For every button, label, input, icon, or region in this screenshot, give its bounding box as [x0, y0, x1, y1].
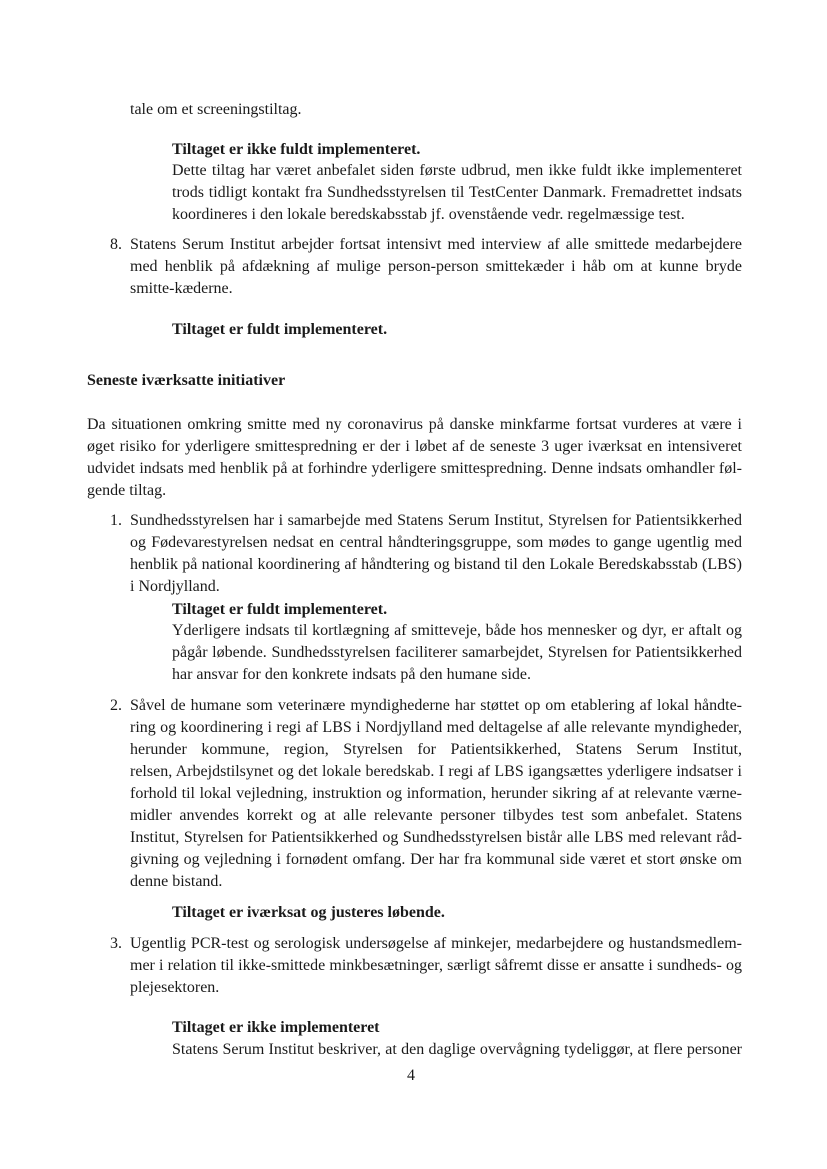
list-item-3-line: plejesektoren. [130, 979, 220, 996]
list-item-1-line: henblik på national koordinering af håndtering og bistand til den Lokale Beredskabsstab (LBS) [130, 556, 742, 573]
status-text-line: Statens Serum Institut beskriver, at den daglige overvågning tydeliggør, at flere personer [172, 1041, 742, 1058]
list-item-2-line: Såvel de humane som veterinære myndighederne har støttet op om etablering af lokal håndte- [130, 697, 742, 714]
list-number: 8. [110, 236, 122, 253]
list-item-2-line: Institut, Styrelsen for Patientsikkerhed og Sundhedsstyrelsen bistår alle LBS med relevant råd- [130, 829, 742, 846]
status-heading-line: Tiltaget er ikke fuldt implementeret. [172, 141, 421, 158]
intro-paragraph-line: Da situationen omkring smitte med ny coronavirus på danske minkfarme fortsat vurderes at være i [87, 416, 742, 433]
list-item-8-line: med henblik på afdækning af mulige person-person smittekæder i håb om at kunne bryde [130, 258, 742, 275]
list-item-1-line: og Fødevarestyrelsen nedsat en central håndteringsgruppe, som mødes to gange ugentlig med [130, 534, 742, 551]
list-item-8-line: Statens Serum Institut arbejder fortsat intensivt med interview af alle smittede medarbejdere [130, 236, 742, 253]
intro-paragraph-line: gende tiltag. [87, 482, 167, 499]
status-heading-line: Tiltaget er fuldt implementeret. [172, 601, 388, 618]
list-item-2-line: forhold til lokal vejledning, instruktion og information, herunder sikring af at relevante værne- [130, 785, 742, 802]
list-item-3-line: mer i relation til ikke-smittede minkbesætninger, særligt såfremt disse er ansatte i sundheds- og [130, 957, 742, 974]
page-number: 4 [407, 1067, 415, 1084]
list-number: 2. [110, 697, 122, 714]
list-item-1-line: Sundhedsstyrelsen har i samarbejde med Statens Serum Institut, Styrelsen for Patientsikkerhed [130, 512, 742, 529]
status-heading-line: Tiltaget er ikke implementeret [172, 1019, 380, 1036]
status-text-line: Dette tiltag har været anbefalet siden første udbrud, men ikke fuldt ikke implementeret [172, 162, 742, 179]
intro-paragraph-line: øget risiko for yderligere smittespredning er der i løbet af de seneste 3 uger iværksat en intensiveret [87, 438, 742, 455]
status-text-line: pågår løbende. Sundhedsstyrelsen faciliterer samarbejdet, Styrelsen for Patientsikkerhed [172, 644, 742, 661]
list-item-2-line: herunder kommune, region, Styrelsen for Patientsikkerhed, Statens Serum Institut, [130, 741, 742, 758]
list-item-1-line: i Nordjylland. [130, 578, 220, 595]
paragraph-continuation-line: tale om et screeningstiltag. [130, 101, 302, 118]
status-heading-line: Tiltaget er fuldt implementeret. [172, 321, 388, 338]
status-text-line: trods tidligt kontakt fra Sundhedsstyrelsen til TestCenter Danmark. Fremadrettet indsats [172, 184, 742, 201]
list-item-2-line: midler anvendes korrekt og at alle relevante personer tilbydes test som anbefalet. Statens [130, 807, 742, 824]
list-number: 3. [110, 935, 122, 952]
status-text-line: koordineres i den lokale beredskabsstab jf. ovenstående vedr. regelmæssige test. [172, 206, 685, 223]
list-number: 1. [110, 512, 122, 529]
section-heading-line: Seneste iværksatte initiativer [87, 372, 286, 389]
list-item-3-line: Ugentlig PCR-test og serologisk undersøgelse af minkejer, medarbejdere og hustandsmedlem- [130, 935, 742, 952]
status-heading-line: Tiltaget er iværksat og justeres løbende. [172, 904, 445, 921]
list-item-2-line: givning og vejledning i fornødent omfang. Der har fra kommunal side været et stort ønske om [130, 851, 742, 868]
list-item-2-line: relsen, Arbejdstilsynet og det lokale beredskab. I regi af LBS igangsættes yderligere indsatser i [130, 763, 742, 780]
status-text-line: har ansvar for den konkrete indsats på den humane side. [172, 666, 531, 683]
status-text-line: Yderligere indsats til kortlægning af smitteveje, både hos mennesker og dyr, er aftalt og [172, 622, 742, 639]
list-item-2-line: denne bistand. [130, 873, 223, 890]
list-item-8-line: smitte-kæderne. [130, 280, 233, 297]
list-item-2-line: ring og koordinering i regi af LBS i Nordjylland med deltagelse af alle relevante myndigheder, [130, 719, 742, 736]
intro-paragraph-line: udvidet indsats med henblik på at forhindre yderligere smittespredning. Denne indsats omhandler føl- [87, 460, 742, 477]
